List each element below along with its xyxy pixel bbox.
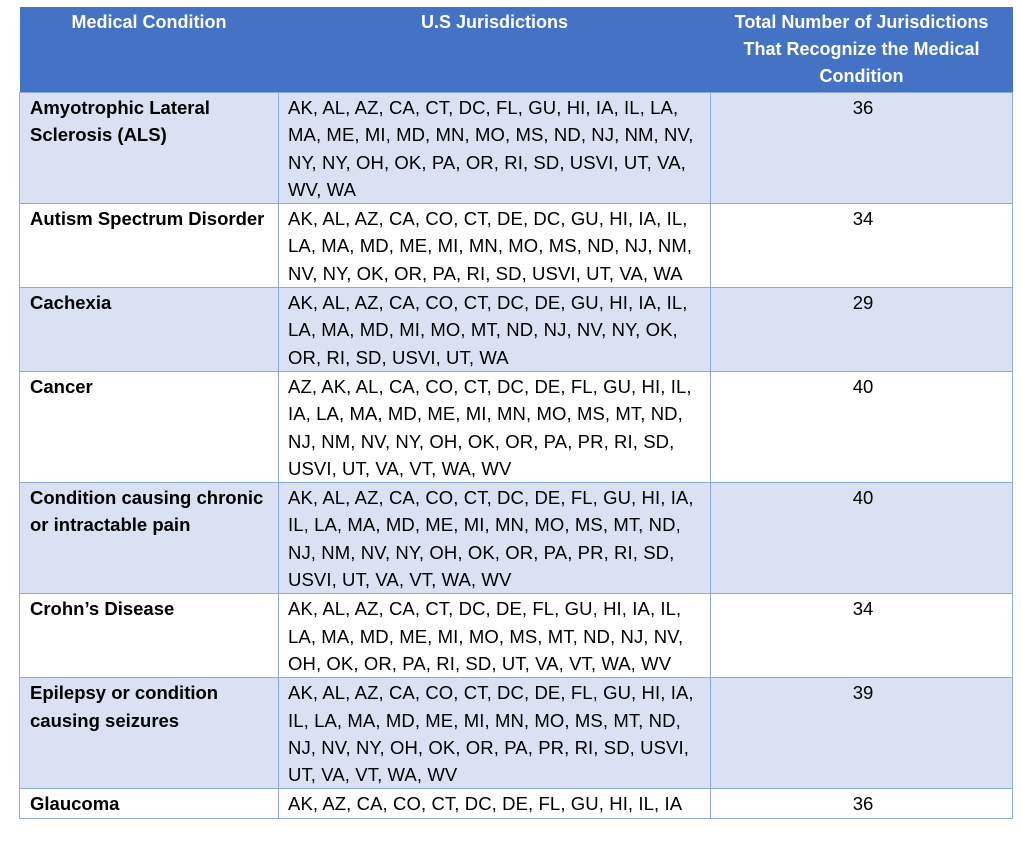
header-condition: Medical Condition: [20, 7, 279, 93]
total-cell: 40: [711, 371, 1013, 482]
table-row: [20, 288, 1013, 372]
condition-cell: Glaucoma: [20, 789, 279, 818]
header-row: [20, 7, 1013, 93]
jurisdictions-cell: AK, AL, AZ, CA, CT, DC, DE, FL, GU, HI, IA, IL, LA, MA, MD, ME, MI, MO, MS, MT, ND, NJ, NV, OH, OK, OR, PA, RI, SD, UT, VA, VT, WA, WV: [279, 594, 711, 678]
header-total: Total Number of Jurisdictions That Recognize the Medical Condition: [711, 7, 1013, 93]
table-row: [20, 204, 1013, 288]
total-cell: 36: [711, 93, 1013, 204]
condition-cell: Epilepsy or condition causing seizures: [20, 678, 279, 789]
total-cell: 40: [711, 483, 1013, 594]
condition-cell: Crohn’s Disease: [20, 594, 279, 678]
total-cell: 34: [711, 594, 1013, 678]
table-row: [20, 678, 1013, 789]
total-cell: 34: [711, 204, 1013, 288]
total-cell: 39: [711, 678, 1013, 789]
condition-cell: Cancer: [20, 371, 279, 482]
jurisdictions-cell: AZ, AK, AL, CA, CO, CT, DC, DE, FL, GU, HI, IL, IA, LA, MA, MD, ME, MI, MN, MO, MS, MT, ND, NJ, NM, NV, NY, OH, OK, OR, PA, PR, RI, SD, USVI, UT, VA, VT, WA, WV: [279, 371, 711, 482]
jurisdictions-cell: AK, AL, AZ, CA, CT, DC, FL, GU, HI, IA, IL, LA, MA, ME, MI, MD, MN, MO, MS, ND, NJ, NM, NV, NY, NY, OH, OK, PA, OR, RI, SD, USVI, UT, VA, WV, WA: [279, 93, 711, 204]
total-cell: 29: [711, 288, 1013, 372]
condition-cell: Autism Spectrum Disorder: [20, 204, 279, 288]
jurisdictions-cell: AK, AL, AZ, CA, CO, CT, DC, DE, FL, GU, HI, IA, IL, LA, MA, MD, ME, MI, MN, MO, MS, MT, ND, NJ, NM, NV, NY, OH, OK, OR, PA, PR, RI, SD, USVI, UT, VA, VT, WA, WV: [279, 483, 711, 594]
table-row: [20, 93, 1013, 204]
header-jurisdictions: U.S Jurisdictions: [279, 7, 711, 93]
jurisdictions-cell: AK, AZ, CA, CO, CT, DC, DE, FL, GU, HI, IL, IA: [279, 789, 711, 818]
jurisdictions-cell: AK, AL, AZ, CA, CO, CT, DE, DC, GU, HI, IA, IL, LA, MA, MD, ME, MI, MN, MO, MS, ND, NJ, NM, NV, NY, OK, OR, PA, RI, SD, USVI, UT, VA, WA: [279, 204, 711, 288]
condition-cell: Cachexia: [20, 288, 279, 372]
condition-cell: Condition causing chronic or intractable pain: [20, 483, 279, 594]
jurisdictions-cell: AK, AL, AZ, CA, CO, CT, DC, DE, GU, HI, IA, IL, LA, MA, MD, MI, MO, MT, ND, NJ, NV, NY, OK, OR, RI, SD, USVI, UT, WA: [279, 288, 711, 372]
medical-conditions-table: [19, 7, 1013, 819]
table-row: [20, 594, 1013, 678]
table-row: [20, 789, 1013, 818]
total-cell: 36: [711, 789, 1013, 818]
table-row: [20, 483, 1013, 594]
jurisdictions-cell: AK, AL, AZ, CA, CO, CT, DC, DE, FL, GU, HI, IA, IL, LA, MA, MD, ME, MI, MN, MO, MS, MT, ND, NJ, NV, NY, OH, OK, OR, PA, PR, RI, SD, USVI, UT, VA, VT, WA, WV: [279, 678, 711, 789]
table-row: [20, 371, 1013, 482]
condition-cell: Amyotrophic Lateral Sclerosis (ALS): [20, 93, 279, 204]
